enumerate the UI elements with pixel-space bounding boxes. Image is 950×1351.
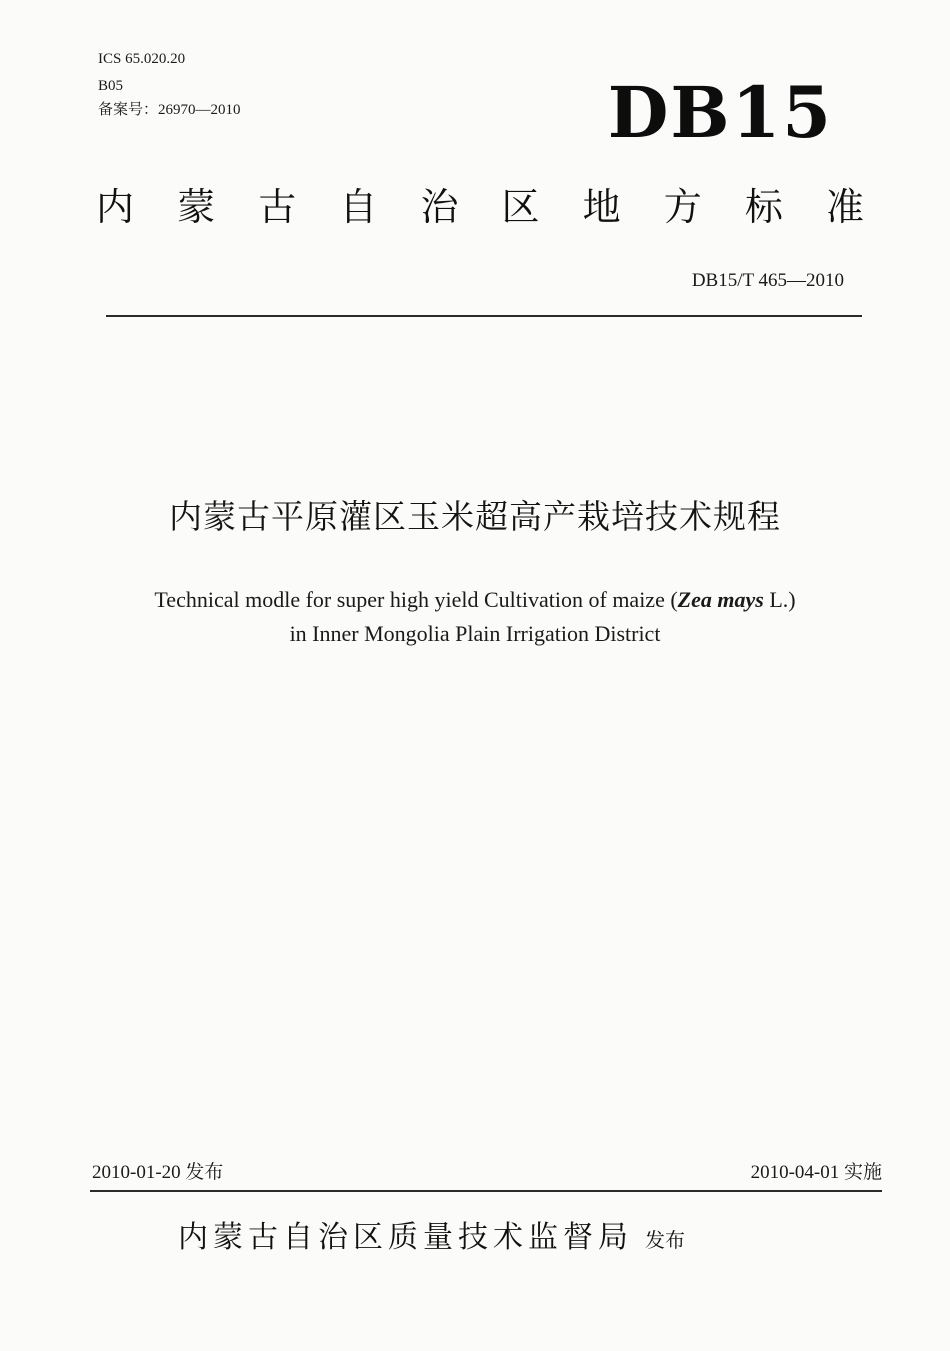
record-number: 备案号：26970—2010 (98, 102, 241, 118)
standard-type-char: 自 (339, 185, 378, 229)
standard-type-char: 准 (825, 185, 864, 229)
bottom-divider (90, 1190, 882, 1192)
title-en-species: Zea mays (677, 587, 764, 612)
ics-code: ICS 65.020.20 (98, 51, 186, 67)
document-title-english-line-2: in Inner Mongolia Plain Irrigation District (289, 621, 661, 646)
title-en-prefix: Technical modle for super high yield Cultivation of maize ( (154, 587, 678, 612)
issuer-line (178, 1218, 685, 1260)
title-en-suffix: L.) (763, 587, 796, 612)
standard-type-heading (96, 184, 864, 230)
top-divider (106, 315, 862, 317)
standard-type-char: 方 (663, 185, 702, 229)
standard-type-char: 区 (501, 185, 540, 229)
issuer-name: 内蒙古自治区质量技术监督局 (178, 1220, 633, 1255)
standard-logo: DB15 (607, 71, 833, 154)
issuer-action: 发布 (645, 1228, 685, 1252)
standard-type-char: 治 (420, 185, 459, 229)
standard-type-char: 古 (258, 185, 297, 229)
implementation-date: 2010-04-01 实施 (750, 1162, 882, 1183)
standard-type-char: 蒙 (177, 185, 216, 229)
standard-number: DB15/T 465—2010 (691, 270, 844, 291)
issue-date: 2010-01-20 发布 (92, 1162, 224, 1183)
standard-type-char: 地 (582, 185, 621, 229)
classification-code: B05 (98, 78, 124, 94)
document-title-chinese: 内蒙古平原灌区玉米超高产栽培技术规程 (169, 497, 781, 536)
document-title-english-line-1 (0, 586, 950, 614)
standard-type-char: 标 (744, 185, 783, 229)
standard-type-char: 内 (96, 185, 135, 229)
